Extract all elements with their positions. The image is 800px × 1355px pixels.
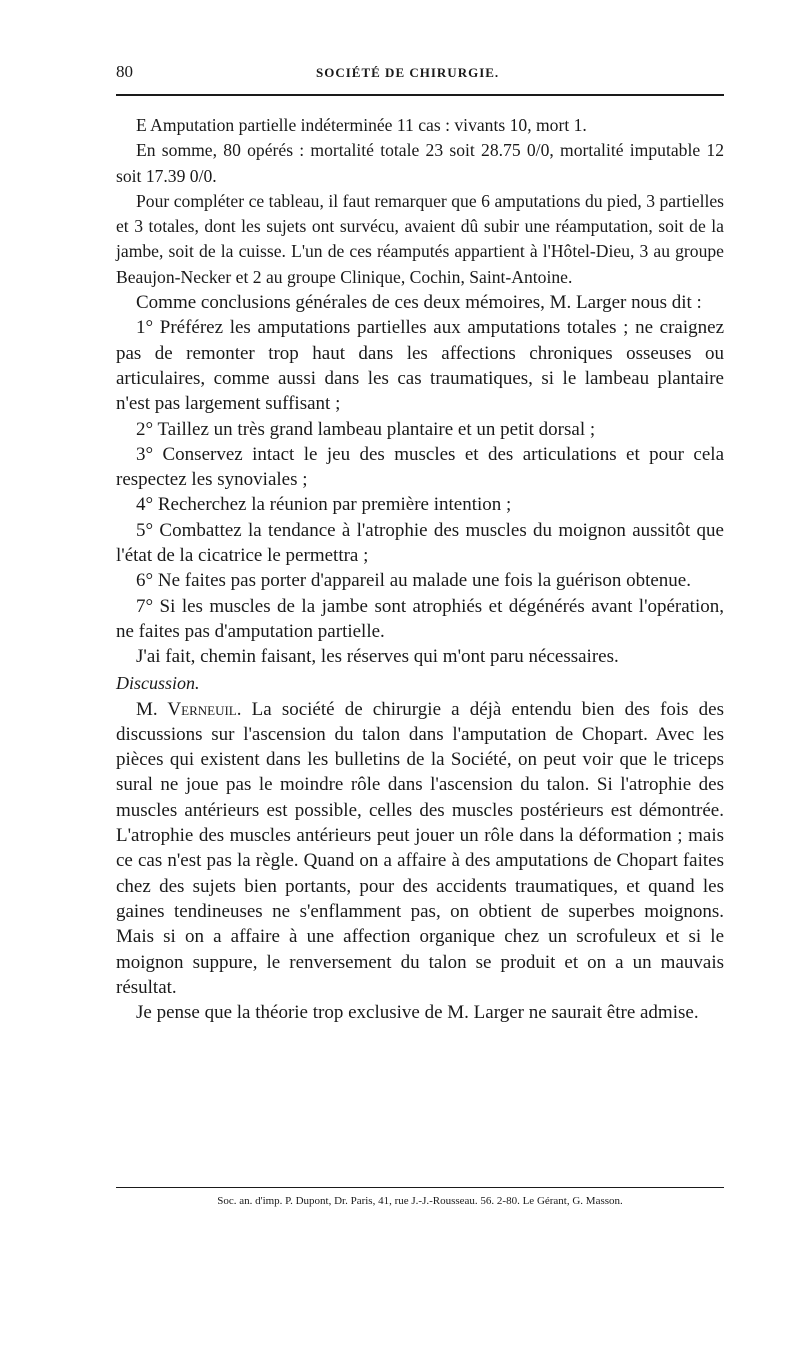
header-rule xyxy=(116,94,724,96)
paragraph-amputation-e: E Amputation partielle indéterminée 11 cas : vivants 10, mort 1. xyxy=(136,115,587,135)
paragraph-reamputations: Pour compléter ce tableau, il faut remarquer que 6 amputations du pied, 3 partielles et 3 totales, dont les sujets ont survécu, avaient dû subir une réamputation, soit de la jambe, soit de la cuisse. L'un de ces réamputés appartient à l'Hôtel-Dieu, 3 au groupe Beaujon-Necker et 2 au groupe Clinique, Cochin, Saint-Antoine. xyxy=(116,190,724,287)
conclusion-item-2: 2° Taillez un très grand lambeau plantaire et un petit dorsal ; xyxy=(136,418,596,440)
verneuil-remarks: La société de chirurgie a déjà entendu bien des fois des discussions sur l'ascension du talon dans l'amputation de Chopart. Avec les pièces qui existent dans les bulletins de la Société, on peut voir que le triceps sural ne joue pas le moindre rôle dans l'ascension du talon. Si l'atrophie des muscles antérieurs est possible, celles des muscles postérieurs est démontrée. L'atrophie des muscles antérieurs peut jouer un rôle dans la déformation ; mais ce cas n'est pas la règle. Quand on a affaire à des amputations de Chopart faites chez des sujets bien portants, pour des accidents traumatiques, et quand les gaines tendineuses ne s'enflamment pas, on obtient de superbes moignons. Mais si on a affaire à une affection organique chez un scrofuleux et si le moignon suppure, le renversement du talon se produit et on a un mauvais résultat. xyxy=(116,698,725,998)
paragraph-summary: En somme, 80 opérés : mortalité totale 23 soit 28.75 0/0, mortalité imputable 12 soit 17.39 0/0. xyxy=(116,140,724,186)
paragraph-verneuil xyxy=(116,697,724,1001)
conclusion-item-4: 4° Recherchez la réunion par première intention ; xyxy=(136,494,512,516)
footer-rule xyxy=(116,1187,724,1188)
conclusion-item-5: 5° Combattez la tendance à l'atrophie des muscles du moignon aussitôt que l'état de la cicatrice le permettra ; xyxy=(116,519,724,567)
body-text xyxy=(116,113,724,1025)
running-title: SOCIÉTÉ DE CHIRURGIE. xyxy=(316,65,500,80)
conclusion-item-6: 6° Ne faites pas porter d'appareil au malade une fois la guérison obtenue. xyxy=(136,570,691,592)
conclusion-item-3: 3° Conservez intact le jeu des muscles et des articulations et pour cela respectez les synoviales ; xyxy=(116,443,724,491)
conclusion-item-7: 7° Si les muscles de la jambe sont atrophiés et dégénérés avant l'opération, ne faites pas d'amputation partielle. xyxy=(116,595,724,642)
printer-imprint: Soc. an. d'imp. P. Dupont, Dr. Paris, 41, rue J.-J.-Rousseau. 56. 2-80. Le Gérant, G. Masson. xyxy=(217,1195,623,1207)
speaker-name: M. Verneuil. xyxy=(136,698,242,720)
paragraph-conclusions-intro: Comme conclusions générales de ces deux mémoires, M. Larger nous dit : xyxy=(136,292,702,314)
running-head xyxy=(116,62,724,84)
section-heading-discussion: Discussion. xyxy=(116,672,200,693)
paragraph-closing: Je pense que la théorie trop exclusive de M. Larger ne saurait être admise. xyxy=(136,1002,699,1024)
page-number: 80 xyxy=(116,62,133,81)
conclusion-item-1: 1° Préférez les amputations partielles aux amputations totales ; ne craignez pas de remonter trop haut dans les affections chroniques osseuses ou articulaires, comme aussi dans les cas traumatiques, si le lambeau plantaire n'est pas largement suffisant ; xyxy=(116,317,724,415)
paragraph-reserves: J'ai fait, chemin faisant, les réserves qui m'ont paru nécessaires. xyxy=(136,646,619,668)
